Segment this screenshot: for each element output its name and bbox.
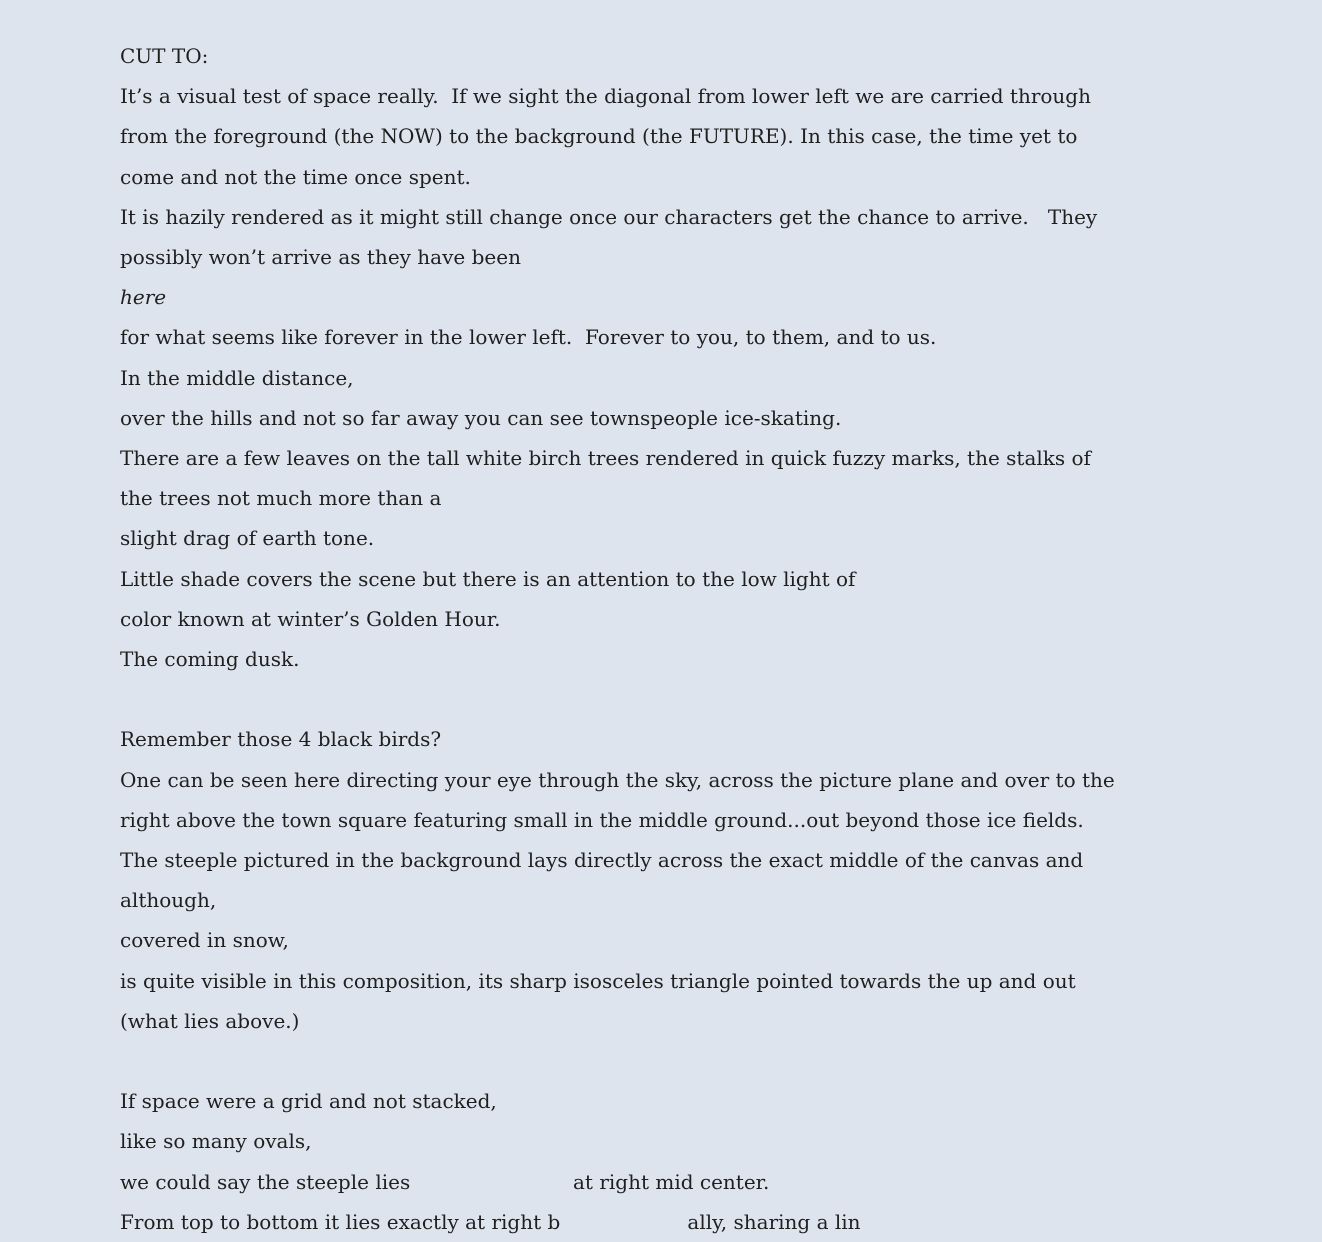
text-line: It is hazily rendered as it might still change once our characters get the chance to arrive. They [120, 204, 1098, 229]
text-line: is quite visible in this composition, its sharp isosceles triangle pointed towards the up and out [120, 968, 1076, 993]
split-line-left: we could say the steeple lies [120, 1169, 411, 1194]
text-line: the trees not much more than a [120, 486, 442, 511]
text-line: Remember those 4 black birds? [120, 727, 442, 752]
text-line: covered in snow, [120, 928, 289, 953]
text-line: over the hills and not so far away you can see townspeople ice-skating. [120, 405, 842, 430]
split-text-line [120, 1162, 1120, 1202]
text-line: One can be seen here directing your eye through the sky, across the picture plane and over to the [120, 767, 1115, 792]
blank-line [120, 679, 1120, 719]
text-line: CUT TO: [120, 44, 209, 68]
text-line: like so many ovals, [120, 1129, 312, 1154]
split-line-right: at right mid center. [573, 1169, 770, 1194]
text-line: although, [120, 888, 217, 913]
text-line: The coming dusk. [120, 647, 300, 672]
text-line: possibly won’t arrive as they have been [120, 245, 521, 270]
text-line: right above the town square featuring small in the middle ground...out beyond those ice fields. [120, 807, 1084, 832]
text-line: color known at winter’s Golden Hour. [120, 606, 501, 631]
text-line: (what lies above.) [120, 1008, 300, 1033]
text-line: Little shade covers the scene but there is an attention to the low light of [120, 566, 856, 591]
text-line: slight drag of earth tone. [120, 526, 375, 551]
text-line-italic: here [120, 285, 167, 310]
text-line: for what seems like forever in the lower left. Forever to you, to them, and to us. [120, 325, 937, 350]
text-line: In the middle distance, [120, 365, 354, 390]
text-line: If space were a grid and not stacked, [120, 1089, 497, 1114]
text-line: There are a few leaves on the tall white birch trees rendered in quick fuzzy marks, the stalks of [120, 446, 1091, 471]
blank-line [120, 1041, 1120, 1081]
text-line: The steeple pictured in the background lays directly across the exact middle of the canvas and [120, 848, 1084, 873]
text-line: come and not the time once spent. [120, 164, 471, 189]
text-line: It’s a visual test of space really. If we sight the diagonal from lower left we are carried through [120, 84, 1091, 109]
partially-visible-line: From top to bottom it lies exactly at right b ally, sharing a lin [120, 1209, 861, 1234]
text-line: from the foreground (the NOW) to the background (the FUTURE). In this case, the time yet to [120, 124, 1078, 149]
document-body [120, 36, 1120, 1242]
